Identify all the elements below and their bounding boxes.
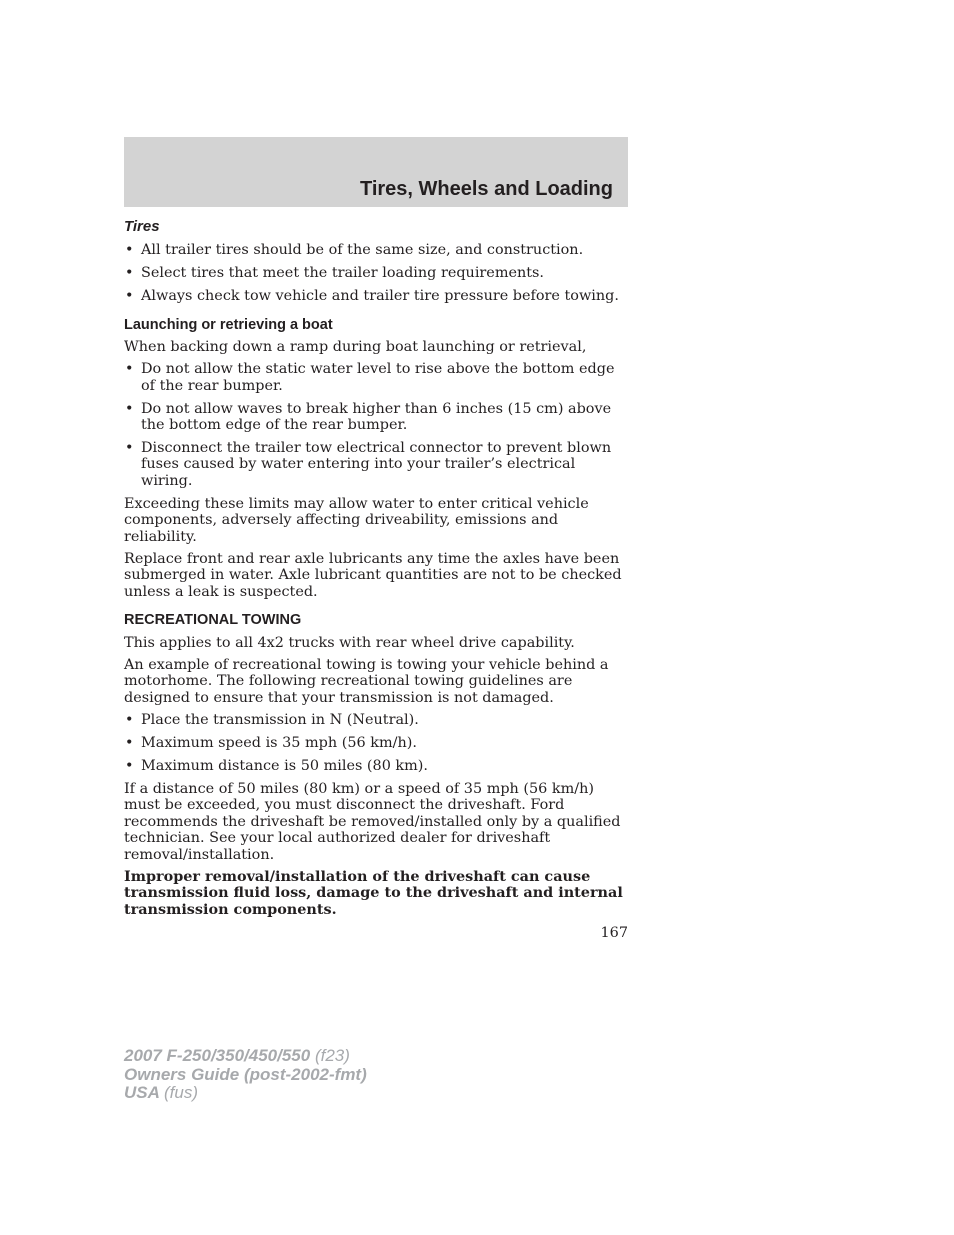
bullet-icon: •	[125, 440, 134, 457]
boat-paragraph-limits: Exceeding these limits may allow water to enter critical vehicle components, adversely affecting driveability, emissions and reliability.	[124, 495, 589, 545]
towing-list	[124, 712, 628, 774]
tires-list	[124, 242, 628, 304]
towing-paragraph-example: An example of recreational towing is towing your vehicle behind a motorhome. The following recreational towing guidelines are designed to ensure that your transmission is not damaged.	[124, 657, 609, 706]
bullet-icon: •	[125, 288, 134, 305]
boat-paragraph-lubricants: Replace front and rear axle lubricants any time the axles have been submerged in water. Axle lubricant quantities are not to be checked unless a leak is suspected.	[124, 551, 622, 600]
towing-warning: Improper removal/installation of the driveshaft can cause transmission fluid loss, damage to the driveshaft and internal transmission components.	[124, 868, 623, 918]
list-item: • Maximum speed is 35 mph (56 km/h).	[125, 735, 417, 752]
section-header-band	[124, 137, 628, 207]
bullet-icon: •	[125, 265, 134, 282]
boat-heading: Launching or retrieving a boat	[124, 316, 333, 333]
list-item: • Disconnect the trailer tow electrical connector to prevent blown fuses caused by water entering into your trailer’s electrical wiring.	[125, 440, 612, 489]
footer-line-model: 2007 F-250/350/450/550 (f23)	[124, 1046, 350, 1065]
bullet-icon: •	[125, 735, 134, 752]
bullet-icon: •	[125, 361, 134, 378]
list-item: • Place the transmission in N (Neutral).	[125, 712, 419, 729]
document-footer	[124, 1047, 367, 1103]
section-title: Tires, Wheels and Loading	[359, 178, 613, 200]
bullet-icon: •	[125, 758, 134, 775]
page-number: 167	[600, 925, 628, 941]
boat-list	[124, 361, 628, 489]
tires-heading: Tires	[124, 218, 160, 235]
footer-line-guide: Owners Guide (post-2002-fmt)	[124, 1064, 367, 1084]
footer-line-market: USA (fus)	[124, 1083, 198, 1102]
boat-intro: When backing down a ramp during boat launching or retrieval,	[124, 339, 587, 356]
towing-heading: RECREATIONAL TOWING	[124, 612, 302, 629]
bullet-icon: •	[125, 712, 134, 729]
list-item: • Select tires that meet the trailer loading requirements.	[125, 265, 544, 282]
list-item: • Maximum distance is 50 miles (80 km).	[125, 758, 428, 775]
list-item: • Always check tow vehicle and trailer tire pressure before towing.	[125, 288, 619, 305]
list-item: • Do not allow the static water level to rise above the bottom edge of the rear bumper.	[125, 361, 615, 394]
list-item: • All trailer tires should be of the same size, and construction.	[125, 242, 584, 259]
page-content	[124, 219, 628, 924]
towing-paragraph-applies: This applies to all 4x2 trucks with rear wheel drive capability.	[124, 634, 575, 651]
towing-paragraph-driveshaft: If a distance of 50 miles (80 km) or a speed of 35 mph (56 km/h) must be exceeded, you must disconnect the driveshaft. Ford recommends the driveshaft be removed/installed only by a qualified technician. See your local authorized dealer for driveshaft removal/installation.	[124, 780, 621, 863]
bullet-icon: •	[125, 242, 134, 259]
list-item: • Do not allow waves to break higher than 6 inches (15 cm) above the bottom edge of the rear bumper.	[125, 400, 612, 434]
bullet-icon: •	[125, 400, 134, 417]
